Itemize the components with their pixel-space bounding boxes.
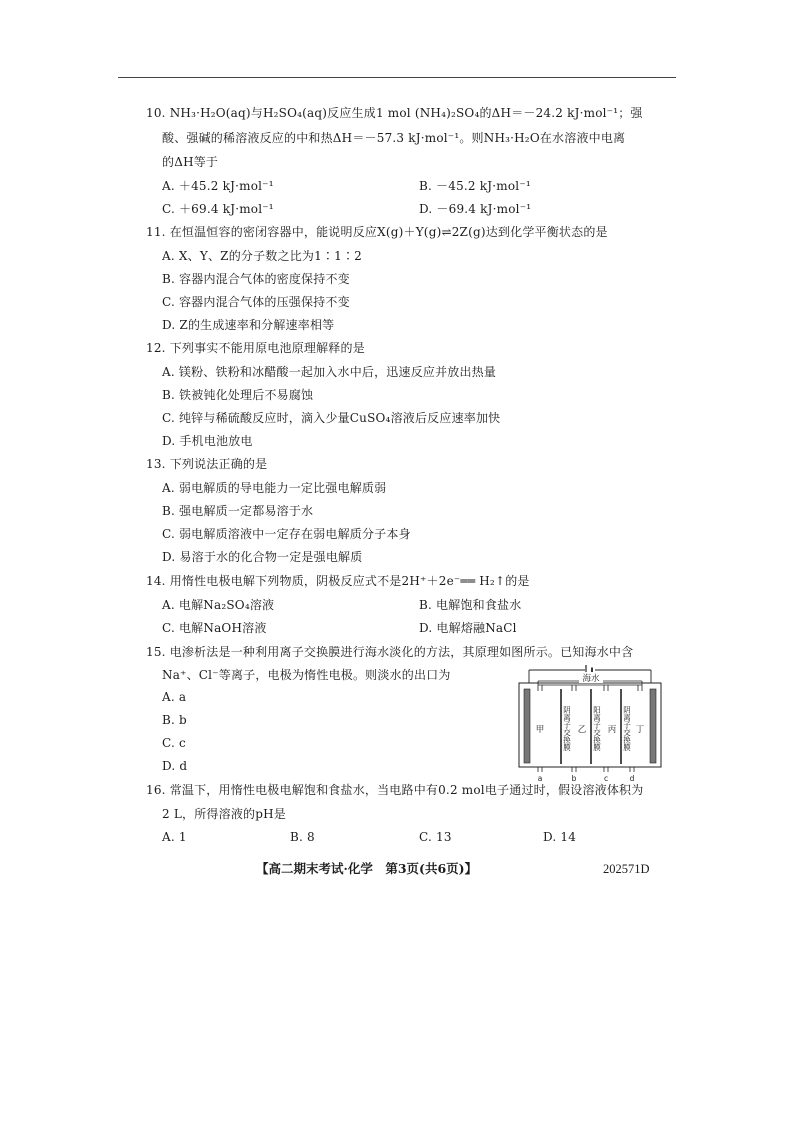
q11-option-b: B. 容器内混合气体的密度保持不变 <box>162 272 350 286</box>
q14-option-a: A. 电解Na₂SO₄溶液 <box>162 598 275 612</box>
q15-stem-line1: 15. 电渗析法是一种利用离子交换膜进行海水淡化的方法，其原理如图所示。已知海水中含 <box>146 645 634 659</box>
q16-option-b: B. 8 <box>290 830 315 844</box>
q16-option-a: A. 1 <box>162 830 187 844</box>
outlet-a-label: a <box>537 774 543 782</box>
page-footer-code: 202571D <box>603 862 650 876</box>
q11-option-d: D. Z的生成速率和分解速率相等 <box>162 318 335 332</box>
right-electrode <box>650 689 656 763</box>
q14-stem: 14. 用惰性电极电解下列物质，阴极反应式不是2H⁺＋2e⁻══ H₂↑的是 <box>146 574 530 588</box>
q10-option-c: C. ＋69.4 kJ·mol⁻¹ <box>162 202 274 216</box>
membrane-2-label: 阳离子交换膜 <box>592 706 602 751</box>
q13-option-c: C. 弱电解质溶液中一定存在弱电解质分子本身 <box>162 527 411 541</box>
q10-option-a: A. ＋45.2 kJ·mol⁻¹ <box>162 179 274 193</box>
q16-stem-line1: 16. 常温下，用惰性电极电解饱和食盐水，当电路中有0.2 mol电子通过时，假设溶液体积为 <box>146 783 644 797</box>
chamber-4-label: 丁 <box>635 725 645 735</box>
q13-option-a: A. 弱电解质的导电能力一定比强电解质弱 <box>162 481 387 495</box>
chamber-2-label: 乙 <box>577 725 587 735</box>
q11-option-c: C. 容器内混合气体的压强保持不变 <box>162 295 350 309</box>
q14-option-b: B. 电解饱和食盐水 <box>419 598 522 612</box>
q15-option-d: D. d <box>162 759 188 773</box>
q15-option-a: A. a <box>162 690 187 704</box>
q12-stem: 12. 下列事实不能用原电池原理解释的是 <box>146 341 365 355</box>
outlet-b-label: b <box>571 774 577 782</box>
q10-option-d: D. －69.4 kJ·mol⁻¹ <box>419 202 532 216</box>
q13-stem: 13. 下列说法正确的是 <box>146 457 268 471</box>
left-electrode <box>524 689 530 763</box>
q14-option-d: D. 电解熔融NaCl <box>419 621 517 635</box>
q10-stem-line2: 酸、强碱的稀溶液反应的中和热ΔH＝－57.3 kJ·mol⁻¹。则NH₃·H₂O在水溶液中电离 <box>162 131 626 145</box>
q12-option-a: A. 镁粉、铁粉和冰醋酸一起加入水中后，迅速反应并放出热量 <box>162 365 497 379</box>
membrane-1-label: 阴离子交换膜 <box>562 706 572 751</box>
header-rule <box>118 77 676 78</box>
electrodialysis-figure <box>516 662 664 786</box>
seawater-label: 海水 <box>582 674 600 684</box>
q10-option-b: B. －45.2 kJ·mol⁻¹ <box>419 179 531 193</box>
q13-option-b: B. 强电解质一定都易溶于水 <box>162 504 314 518</box>
q15-option-c: C. c <box>162 736 186 750</box>
q12-option-b: B. 铁被钝化处理后不易腐蚀 <box>162 388 314 402</box>
chamber-1-label: 甲 <box>535 725 545 735</box>
q12-option-d: D. 手机电池放电 <box>162 434 253 448</box>
q11-stem: 11. 在恒温恒容的密闭容器中，能说明反应X(g)＋Y(g)⇌2Z(g)达到化学平衡状态的是 <box>146 225 608 239</box>
electrodialysis-diagram <box>516 662 664 782</box>
q13-option-d: D. 易溶于水的化合物一定是强电解质 <box>162 550 363 564</box>
q12-option-c: C. 纯锌与稀硫酸反应时，滴入少量CuSO₄溶液后反应速率加快 <box>162 411 501 425</box>
q16-stem-line2: 2 L，所得溶液的pH是 <box>162 807 286 821</box>
membrane-3-label: 阴离子交换膜 <box>622 706 632 751</box>
q15-option-b: B. b <box>162 713 187 727</box>
outlet-d-label: d <box>629 774 635 782</box>
q16-option-c: C. 13 <box>419 830 452 844</box>
q15-stem-line2: Na⁺、Cl⁻等离子，电极为惰性电极。则淡水的出口为 <box>162 668 451 682</box>
q10-stem-line3: 的ΔH等于 <box>162 155 219 169</box>
q16-option-d: D. 14 <box>543 830 577 844</box>
q10-stem-line1: 10. NH₃·H₂O(aq)与H₂SO₄(aq)反应生成1 mol (NH₄)₂SO₄的ΔH＝－24.2 kJ·mol⁻¹；强 <box>146 106 643 120</box>
page-footer-title: 【高二期末考试·化学 第3页(共6页)】 <box>256 861 478 876</box>
q11-option-a: A. X、Y、Z的分子数之比为1∶1∶2 <box>162 249 363 263</box>
chamber-3-label: 丙 <box>607 725 617 735</box>
outlet-c-label: c <box>603 774 609 782</box>
q14-option-c: C. 电解NaOH溶液 <box>162 621 267 635</box>
outlet-pipes <box>538 767 634 772</box>
